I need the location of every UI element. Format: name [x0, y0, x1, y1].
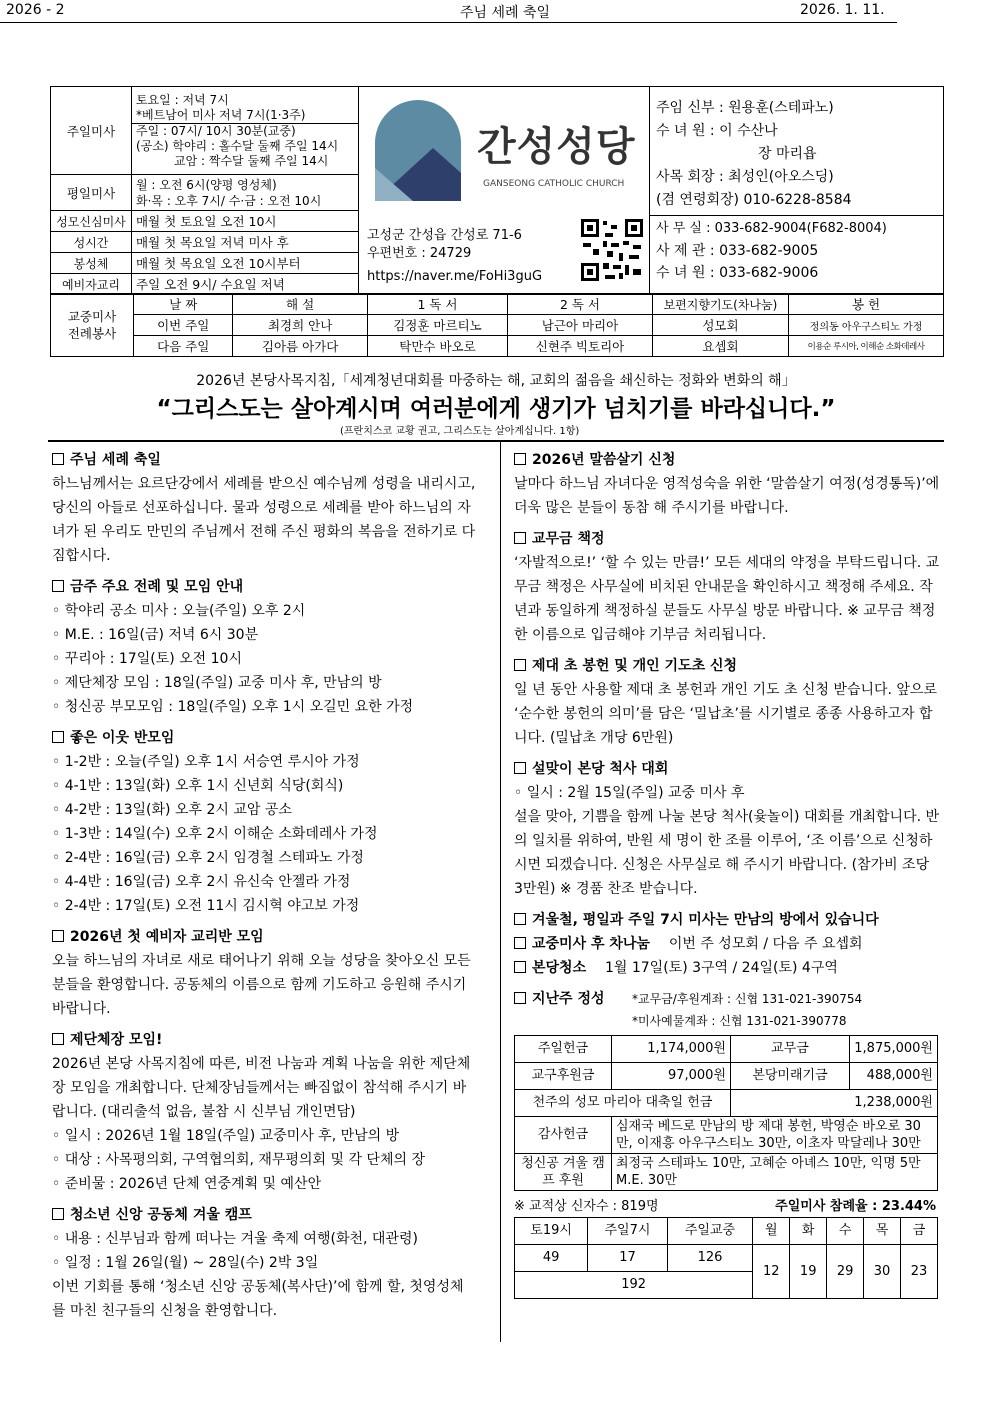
list-item: ◦ 청신공 부모모임 : 18일(주일) 오후 1시 오길민 요한 가정 — [52, 699, 414, 715]
service-cell: 김아름 아가다 — [233, 336, 367, 357]
section-title: 교무금 책정 — [532, 531, 605, 547]
issue-date: 2026. 1. 11. — [800, 2, 885, 18]
service-header: 2 독 서 — [508, 294, 653, 315]
list-item: ◦ 4-2반 : 13일(화) 오후 2시 교암 공소 — [52, 802, 292, 818]
church-name: 간성성당 — [477, 124, 636, 170]
checkbox-icon — [52, 453, 64, 465]
checkbox-icon — [514, 762, 526, 774]
tea-sharing-value: 이번 주 성모회 / 다음 주 요셉회 — [668, 936, 863, 952]
checkbox-icon — [514, 532, 526, 544]
pastoral-guideline: 2026년 본당사목지침,「세계청년대회를 마중하는 해, 교회의 젊음을 쇄신하는 정화와 변화의 해」 — [196, 373, 796, 389]
service-cell: 탁만수 바오로 — [367, 336, 507, 357]
offering-table: 주일헌금 1,174,000원 교무금 1,875,000원 교구후원금 97,000원 본당미래기금 488,000원 천주의 성모 마리아 대축일 헌금 1,238,000원 감사헌금 심재국 베드로 만남의 방 제대 봉헌, 박영순 바오로 30만, 이재흥 아우구스티노 30만, 이초자 막달레나 30만 청신공 겨울 캠프 후원 최정국 스테파노 10만, 고혜순 아녜스 10만, 익명 5만 M.E. 30만 — [514, 1035, 938, 1191]
section-body: 2026년 본당 사목지침에 따른, 비전 나눔과 계획 나눔을 위한 제단체장 모임을 개최합니다. 단체장님들께서는 빠짐없이 참석해 주시기 바랍니다. (대리출석 없음, 불참 시 신부님 개인면담) — [52, 1056, 471, 1120]
left-column — [52, 448, 476, 1323]
sunday-mass-label: 주일미사 — [51, 87, 132, 175]
list-item: ◦ 4-4반 : 16일(금) 오후 2시 유신숙 안젤라 가정 — [52, 874, 351, 890]
checkbox-icon — [514, 659, 526, 671]
church-info-cell — [359, 87, 650, 295]
service-cell: 이용순 루시아, 이해순 소화데레사 — [789, 336, 944, 357]
section-title: 2026년 첫 예비자 교리반 모임 — [70, 929, 264, 945]
service-header: 해 설 — [233, 294, 367, 315]
section-title: 청소년 신앙 공동체 겨울 캠프 — [70, 1207, 252, 1223]
right-column — [514, 448, 940, 1299]
schedule-label: 성시간 — [51, 232, 132, 253]
checkbox-icon — [52, 930, 64, 942]
staff-sister-2: 장 마리욥 — [758, 146, 817, 162]
church-logo — [373, 93, 463, 206]
service-cell: 이번 주일 — [134, 315, 233, 336]
office-phone: 사 무 실 : 033-682-9004(F682-8004) — [656, 221, 887, 236]
list-item: ◦ 제단체장 모임 : 18일(주일) 교중 미사 후, 만남의 방 — [52, 675, 382, 691]
service-cell: 성모회 — [652, 315, 788, 336]
staff-sister-1: 수 녀 원 : 이 수산나 — [656, 123, 778, 139]
list-item: ◦ 1-2반 : 오늘(주일) 오후 1시 서승연 루시아 가정 — [52, 754, 360, 770]
section-title: 제단체장 모임! — [70, 1032, 163, 1048]
staff-priest: 주임 신부 : 원용훈(스테파노) — [656, 100, 834, 116]
schedule-label: 성모신심미사 — [51, 211, 132, 232]
list-item: ◦ 내용 : 신부님과 함께 떠나는 겨울 축제 여행(화천, 대관령) — [52, 1231, 418, 1247]
service-cell: 다음 주일 — [134, 336, 233, 357]
believer-count: ※ 교적상 신자수 : 819명 — [514, 1199, 659, 1214]
section-body: ‘자발적으로!’ ‘할 수 있는 만큼!’ 모든 세대의 약정을 부탁드립니다. 교무금 책정은 사무실에 비치된 안내문을 확인하시고 책정해 주세요. 작년과 동일하게 책정하실 분들도 사무실 방문 바랍니다. ※ 교무금 책정한 이름으로 입금해야 기부금 처리됩니다. — [514, 555, 940, 643]
list-item: ◦ M.E. : 16일(금) 저녁 6시 30분 — [52, 627, 259, 643]
section-title: 본당청소 — [532, 960, 587, 976]
church-address: 고성군 간성읍 간성로 71-6 — [367, 228, 522, 243]
schedule-label: 예비자교리 — [51, 274, 132, 295]
service-cell: 정의동 아우구스티노 가정 — [789, 315, 944, 336]
service-table — [50, 293, 944, 357]
list-item: ◦ 대상 : 사목평의회, 구역협의회, 재무평의회 및 각 단체의 장 — [52, 1152, 425, 1168]
qr-code-icon — [581, 219, 643, 281]
staff-cell — [650, 87, 944, 295]
divider — [48, 440, 944, 442]
service-label: 교중미사 전례봉사 — [51, 294, 134, 357]
church-name-en: GANSEONG CATHOLIC CHURCH — [483, 179, 625, 189]
list-item: ◦ 꾸리아 : 17일(토) 오전 10시 — [52, 651, 242, 667]
service-header: 날 짜 — [134, 294, 233, 315]
convent-phone: 수 녀 원 : 033-682-9006 — [656, 265, 819, 281]
section-title: 교중미사 후 차나눔 — [532, 936, 650, 952]
checkbox-icon — [52, 1208, 64, 1220]
section-title: 금주 주요 전례 및 모임 안내 — [70, 579, 244, 595]
schedule-value: 매월 첫 토요일 오전 10시 — [132, 211, 359, 232]
checkbox-icon — [514, 961, 526, 973]
motto-source: (프란치스코 교황 권고, 그리스도는 살아계십니다. 1항) — [340, 426, 580, 437]
attendance-rate: 주일미사 참례율 : 23.44% — [775, 1199, 936, 1214]
checkbox-icon — [514, 937, 526, 949]
list-item: ◦ 학야리 공소 미사 : 오늘(주일) 오후 2시 — [52, 603, 306, 619]
schedule-value: 주일 오전 9시/ 수요일 저녁 — [132, 274, 359, 295]
schedule-value: 매월 첫 목요일 오전 10시부터 — [132, 253, 359, 274]
list-item: ◦ 2-4반 : 16일(금) 오후 2시 임경철 스테파노 가정 — [52, 850, 364, 866]
church-logo-icon — [373, 93, 463, 203]
sunday-mass-times: 토요일 : 저녁 7시 *베트남어 미사 저녁 7시(1·3주) 주일 : 07시/ 10시 30분(교중) (공소) 학야리 : 홀수달 둘째 주일 14시 교암 : 짝수달 둘째 주일 14시 — [132, 87, 359, 175]
section-title: 좋은 이웃 반모임 — [70, 730, 175, 746]
list-item: ◦ 일시 : 2월 15일(주일) 교중 미사 후 — [514, 785, 745, 801]
feast-title: 주님 세례 축일 — [460, 5, 551, 21]
section-title: 주님 세례 축일 — [70, 452, 161, 468]
service-cell: 요셉회 — [652, 336, 788, 357]
account-1: *교무금/후원계좌 : 신협 131-021-390754 — [632, 992, 863, 1006]
list-item: ◦ 일정 : 1월 26일(월) ~ 28일(수) 2박 3일 — [52, 1255, 319, 1271]
issue-number: 2026 - 2 — [6, 2, 65, 18]
top-line — [0, 0, 897, 23]
section-title: 겨울철, 평일과 주일 7시 미사는 만남의 방에서 있습니다 — [532, 912, 879, 928]
service-header: 봉 헌 — [789, 294, 944, 315]
section-body: 날마다 하느님 자녀다운 영적성숙을 위한 ‘말씀살기 여정(성경통독)’에 더욱 많은 분들이 동참 해 주시기를 바랍니다. — [514, 476, 940, 516]
list-item: ◦ 일시 : 2026년 1월 18일(주일) 교중미사 후, 만남의 방 — [52, 1128, 400, 1144]
checkbox-icon — [52, 580, 64, 592]
checkbox-icon — [514, 992, 526, 1004]
weekday-mass-label: 평일미사 — [51, 175, 132, 211]
attendance-table: 토19시 주일7시 주일교중 월 화 수 목 금 49 17 126 12 19 29 30 23 192 — [514, 1217, 938, 1299]
section-body: 오늘 하느님의 자녀로 새로 태어나기 위해 오늘 성당을 찾아오신 모든 분들을 환영합니다. 공동체의 이름으로 함께 기도하고 응원해 주시기 바랍니다. — [52, 953, 471, 1017]
schedule-value: 매월 첫 목요일 저녁 미사 후 — [132, 232, 359, 253]
account-2: *미사예물계좌 : 신협 131-021-390778 — [632, 1014, 847, 1028]
service-header: 1 독 서 — [367, 294, 507, 315]
service-cell: 김정훈 마르티노 — [367, 315, 507, 336]
church-url[interactable]: https://naver.me/FoHi3guG — [367, 269, 543, 284]
qr-code[interactable] — [581, 219, 643, 281]
staff-president: 사목 회장 : 최성인(아오스딩) — [656, 169, 834, 185]
checkbox-icon — [52, 731, 64, 743]
list-item: ◦ 4-1반 : 13일(화) 오후 1시 신년회 식당(회식) — [52, 778, 344, 794]
service-cell: 신현주 빅토리아 — [508, 336, 653, 357]
section-title: 설맞이 본당 척사 대회 — [532, 761, 669, 777]
section-body: 이번 기회를 통해 ‘청소년 신앙 공동체(복사단)’에 함께 할, 첫영성체를 마친 친구들의 신청을 환영합니다. — [52, 1279, 464, 1319]
service-cell: 최경희 안나 — [233, 315, 367, 336]
checkbox-icon — [514, 453, 526, 465]
header-table — [50, 86, 944, 295]
section-body: 하느님께서는 요르단강에서 세례를 받으신 예수님께 성령을 내리시고, 당신의 아들로 선포하십니다. 물과 성령으로 세례를 받아 하느님의 자녀가 된 우리도 만민의 주님께서 전해 주신 평화의 복음을 전하기로 다짐합시다. — [52, 476, 476, 564]
list-item: ◦ 1-3반 : 14일(수) 오후 2시 이해순 소화데레사 가정 — [52, 826, 378, 842]
cleaning-value: 1월 17일(토) 3구역 / 24일(토) 4구역 — [604, 960, 838, 976]
section-title: 지난주 정성 — [532, 991, 605, 1007]
checkbox-icon — [52, 1033, 64, 1045]
motto-main: “그리스도는 살아계시며 여러분에게 생기가 넘치기를 바라십니다.” — [156, 396, 836, 422]
list-item: ◦ 준비물 : 2026년 단체 연중계획 및 예산안 — [52, 1176, 322, 1192]
list-item: ◦ 2-4반 : 17일(토) 오전 11시 김시혁 야고보 가정 — [52, 898, 360, 914]
postal-code: 우편번호 : 24729 — [367, 246, 472, 261]
section-title: 제대 초 봉헌 및 개인 기도초 신청 — [532, 658, 738, 674]
weekday-mass-times: 월 : 오전 6시(양평 영성체) 화·목 : 오후 7시/ 수·금 : 오전 10시 — [132, 175, 359, 211]
schedule-label: 봉성체 — [51, 253, 132, 274]
service-cell: 남근아 마리아 — [508, 315, 653, 336]
section-body: 설을 맞아, 기쁨을 함께 나눌 본당 척사(윷놀이) 대회를 개최합니다. 반의 일치를 위하여, 반원 세 명이 한 조를 이루어, ‘조 이름’으로 신청하시면 되겠습니다. 신청은 사무실로 해 주시기 바랍니다. (참가비 조당 3만원) ※ 경품 찬조 받습니다. — [514, 809, 940, 897]
rectory-phone: 사 제 관 : 033-682-9005 — [656, 243, 819, 259]
section-body: 일 년 동안 사용할 제대 초 봉헌과 개인 기도 초 신청 받습니다. 앞으로 ‘순수한 봉헌의 의미’를 담은 ‘밀납초’를 시기별로 종종 사용하고자 합니다. (밀납초 개당 6만원) — [514, 682, 937, 746]
column-divider — [500, 442, 501, 1342]
checkbox-icon — [514, 913, 526, 925]
service-header: 보편지향기도(차나눔) — [652, 294, 788, 315]
staff-phone: (겸 연령회장) 010-6228-8584 — [656, 192, 852, 208]
section-title: 2026년 말씀살기 신청 — [532, 452, 676, 468]
